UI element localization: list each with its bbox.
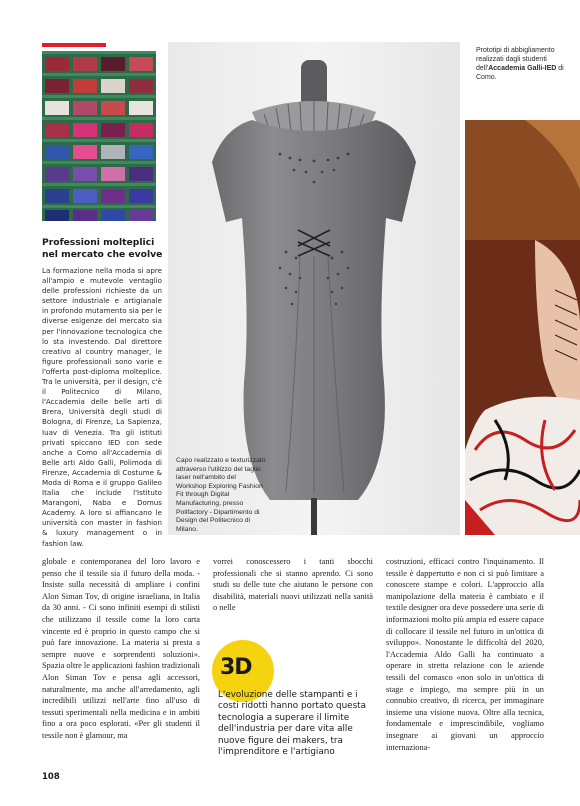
- prototype-caption: [476, 46, 576, 82]
- dress-caption: Capo realizzato e texturizzato attraverso l'utilizzo del taglio laser nell'ambito del Workshop Exploring Fashion Fit through Digital Manufacturing, presso Polifactory - Dipartimento di Design del Politecnico di Milano.: [176, 457, 266, 533]
- prototype-caption-lead: Prototipi di abbigliamento realizzati dagli studenti dell': [476, 47, 555, 72]
- fabric-shelf-photo: [42, 51, 156, 221]
- body-column-1: globale e contemporanea del loro lavoro e penso che il tessile sia il futuro della moda. - Insiste sulla necessità di ampliare i confini Alon Siman Tov, di origine israeliana, in Italia da 30 anni. - Ci sono infiniti esempi di stilisti che utilizzano il tessile come la loro carta vincente ed è proprio in questo campo che si può fare innovazione. La materia si presta a sempre nuove e sorprendenti soluzioni». Spazia oltre le applicazioni fashion tradizionali Alon Siman Tov e pensa agli accessori, naturalmente, ma anche all'arredamento, agli incredibili utilizzi nell'arte fino all'uso di tessuti sperimentali nella medicina e in ambiti fino a ora poco esplorati. «Per gli studenti il tessile non è glamour, ma: [42, 557, 200, 740]
- prototype-photo: [465, 120, 580, 535]
- prototype-caption-tail: di Como.: [476, 65, 564, 81]
- section-accent-rule: [42, 43, 106, 47]
- body-column-3: costruzioni, efficaci contro l'inquinamento. Il tessile è dappertutto e non ci si può limitare a conoscere stampe e colori. L'approccio alla manipolazione della materia è cambiato e il textile designer ora deve possedere una serie di informazioni molto più ampia ed essere capace di collocare il tessile nel futuro in un'ottica di sviluppo». Nonostante le difficoltà del 2020, l'Accademia Aldo Galli ha continuato a operare in stretta relazione con le aziende tessili del comasco «non solo in un'ottica di stage e impiego, ma sempre più in un connubio creativo, di ricerca, per immaginare insieme una visione nuova. Oltre alla tecnica, fondamentale e imprescindibile, vogliamo insegnare ai giovani un approccio internaziona-: [386, 557, 544, 752]
- page-number: 108: [42, 772, 60, 782]
- callout-quote: L'evoluzione delle stampanti e i costi ridotti hanno portato questa tecnologia a superare il limite dell'industria per dare vita alle nuove figure dei makers, tra l'imprenditore e l'artigiano: [218, 690, 366, 758]
- side-article-text: La formazione nella moda si apre all'ampio e mutevole ventaglio delle professioni richieste da un settore industriale e artigianale in profondo mutamento sia per le diverse esigenze del mercato sia per l'innovazione tecnologica che lo sta investendo. Dal direttore creativo al country manager, le figure professionali sono varie e l'offerta post-diploma molteplice. Tra le università, per il design, c'è il Politecnico di Milano, l'Accademia delle belle arti di Brera, Università degli studi di Bologna, di Firenze, La Sapienza, Iuav di Venezia. Tra gli istituti privati spiccano IED con sede anche a Como all'Accademia di Belle arti Aldo Galli, Polimoda di Firenze, Accademia di Costume & Moda di Roma e il gruppo Galileo Italia che include l'Istituto Marangoni, Naba e Domus Academy. A loro si affiancano le università con master in fashion & luxury management o in fashion law.: [42, 266, 162, 548]
- body-column-2: vorrei conoscessero i tanti sbocchi professionali che si stanno aprendo. Ci sono studi su delle tute che aiutano le persone con disabilità, materiali nuovi utilizzati nella sanità o nelle: [213, 557, 373, 613]
- prototype-garment-illustration: [465, 120, 580, 535]
- callout-badge-label: 3D: [220, 655, 252, 680]
- prototype-caption-institution: Accademia Galli-IED: [488, 65, 557, 72]
- fabric-shelf-illustration: [42, 51, 156, 221]
- side-article-title: Professioni molteplici nel mercato che evolve: [42, 237, 163, 260]
